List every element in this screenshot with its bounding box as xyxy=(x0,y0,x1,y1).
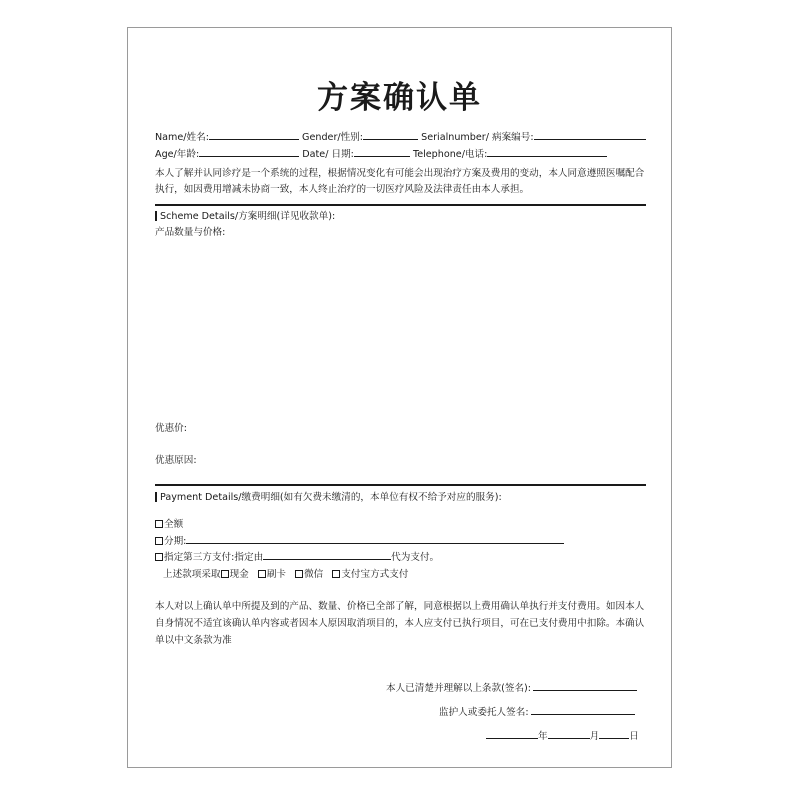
guardian-signature-row xyxy=(439,704,635,718)
serial-label: Serialnumber/ 病案编号: xyxy=(421,132,534,143)
scheme-header xyxy=(155,208,335,222)
intro-paragraph: 本人了解并认同诊疗是一个系统的过程，根据情况变化有可能会出现治疗方案及费用的变动，本人同意遵照医嘱配合执行，如因费用增减未协商一致，本人终止治疗的一切医疗风险及法律责任由本人承担。 xyxy=(155,168,645,195)
gender-label: Gender/性别: xyxy=(302,132,364,143)
scheme-header-text: Scheme Details/方案明细(详见收款单): xyxy=(160,211,336,222)
discount-reason-label: 优惠原因: xyxy=(155,455,197,466)
field-row-1 xyxy=(155,129,646,143)
methods-prefix: 上述款项采取 xyxy=(163,569,221,580)
third-party-field[interactable] xyxy=(263,550,391,560)
checkbox-cash[interactable] xyxy=(221,570,229,578)
checkbox-third-party[interactable] xyxy=(155,553,163,561)
scheme-divider xyxy=(155,204,646,206)
guardian-signature-label: 监护人或委托人签名: xyxy=(439,707,529,718)
checkbox-installment[interactable] xyxy=(155,537,163,545)
form-title: 方案确认单 xyxy=(317,80,482,116)
payment-methods xyxy=(163,566,408,580)
date-label: Date/ 日期: xyxy=(302,149,354,160)
third-party-suffix: 代为支付。 xyxy=(391,552,440,563)
method-card-label: 刷卡 xyxy=(266,569,286,580)
products-label: 产品数量与价格: xyxy=(155,227,226,238)
telephone-field[interactable] xyxy=(487,147,607,157)
guardian-signature-field[interactable] xyxy=(531,705,635,715)
option-installment[interactable] xyxy=(155,533,564,547)
checkbox-wechat[interactable] xyxy=(295,570,303,578)
section-marker xyxy=(155,211,157,221)
installment-field[interactable] xyxy=(186,534,564,544)
month-label: 月 xyxy=(589,731,600,742)
day-label: 日 xyxy=(629,731,639,742)
year-label: 年 xyxy=(538,731,548,742)
gender-field[interactable] xyxy=(363,130,418,140)
day-field[interactable] xyxy=(599,729,629,739)
checkbox-card[interactable] xyxy=(258,570,266,578)
checkbox-full-amount[interactable] xyxy=(155,520,163,528)
full-amount-label: 全额 xyxy=(164,519,184,530)
serial-number-field[interactable] xyxy=(534,130,646,140)
year-field[interactable] xyxy=(486,729,538,739)
payment-divider xyxy=(155,484,646,486)
discount-price-label: 优惠价: xyxy=(155,423,188,434)
section-marker xyxy=(155,492,157,502)
name-label: Name/姓名: xyxy=(155,132,209,143)
date-signature-row xyxy=(486,728,639,742)
telephone-label: Telephone/电话: xyxy=(412,149,488,160)
option-third-party[interactable] xyxy=(155,549,439,563)
installment-label: 分期: xyxy=(164,536,187,547)
date-field[interactable] xyxy=(354,147,410,157)
payment-header-text: Payment Details/缴费明细(如有欠费未缴清的，本单位有权不给予对应的服务): xyxy=(160,492,502,503)
method-alipay-label: 支付宝方式支付 xyxy=(341,569,409,580)
confirm-paragraph: 本人对以上确认单中所提及到的产品、数量、价格已全部了解，同意根据以上费用确认单执行并支付费用。如因本人自身情况不适宜该确认单内容或者因本人原因取消项目的，本人应支付已执行项目，可在已支付费用中扣除。本确认单以中文条款为准 xyxy=(155,601,645,646)
third-party-prefix: 指定第三方支付:指定由 xyxy=(164,552,264,563)
option-full-amount[interactable] xyxy=(155,516,183,530)
month-field[interactable] xyxy=(548,729,590,739)
self-signature-label: 本人已清楚并理解以上条款(签名): xyxy=(386,683,532,694)
self-signature-row xyxy=(386,680,637,694)
age-label: Age/年龄: xyxy=(155,149,200,160)
field-row-2 xyxy=(155,146,607,160)
method-wechat-label: 微信 xyxy=(304,569,324,580)
method-cash-label: 现金 xyxy=(229,569,249,580)
checkbox-alipay[interactable] xyxy=(332,570,340,578)
name-field[interactable] xyxy=(209,130,299,140)
self-signature-field[interactable] xyxy=(533,681,637,691)
payment-header xyxy=(155,489,502,503)
confirmation-form xyxy=(127,27,672,768)
age-field[interactable] xyxy=(199,147,299,157)
